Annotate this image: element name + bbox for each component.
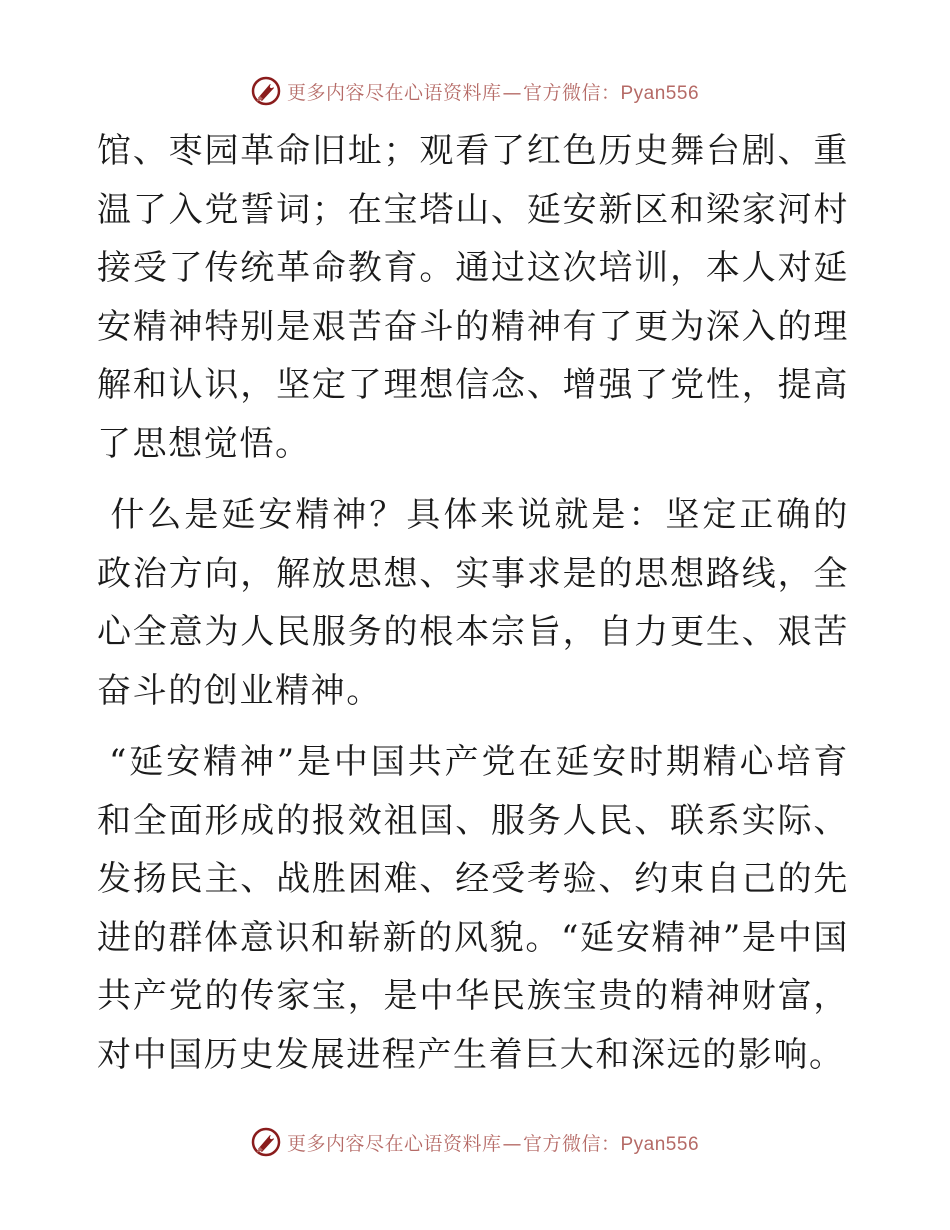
paragraph-3: “延安精神”是中国共产党在延安时期精心培育和全面形成的报效祖国、服务人民、联系实际、发扬民主、战胜困难、经受考验、约束自己的先进的群体意识和崭新的风貌。“延安精神”是中国共产党的传家宝，是中华民族宝贵的精神财富，对中国历史发展进程产生着巨大和深远的影响。	[97, 742, 849, 1075]
watermark-text: 更多内容尽在心语资料库—官方微信：Pyan556	[286, 1132, 700, 1155]
pen-nib-logo-icon	[251, 1127, 281, 1157]
footer-watermark	[0, 1127, 950, 1157]
paragraph-2: 什么是延安精神？具体来说就是：坚定正确的政治方向，解放思想、实事求是的思想路线，全心全意为人民服务的根本宗旨，自力更生、艰苦奋斗的创业精神。	[97, 495, 849, 711]
header-watermark	[0, 76, 950, 106]
watermark-text: 更多内容尽在心语资料库—官方微信：Pyan556	[286, 81, 700, 104]
document-body	[97, 122, 849, 1084]
paragraph-1: 馆、枣园革命旧址；观看了红色历史舞台剧、重温了入党誓词；在宝塔山、延安新区和梁家河村接受了传统革命教育。通过这次培训，本人对延安精神特别是艰苦奋斗的精神有了更为深入的理解和认识，坚定了理想信念、增强了党性，提高了思想觉悟。	[97, 131, 849, 464]
pen-nib-logo-icon	[251, 76, 281, 106]
